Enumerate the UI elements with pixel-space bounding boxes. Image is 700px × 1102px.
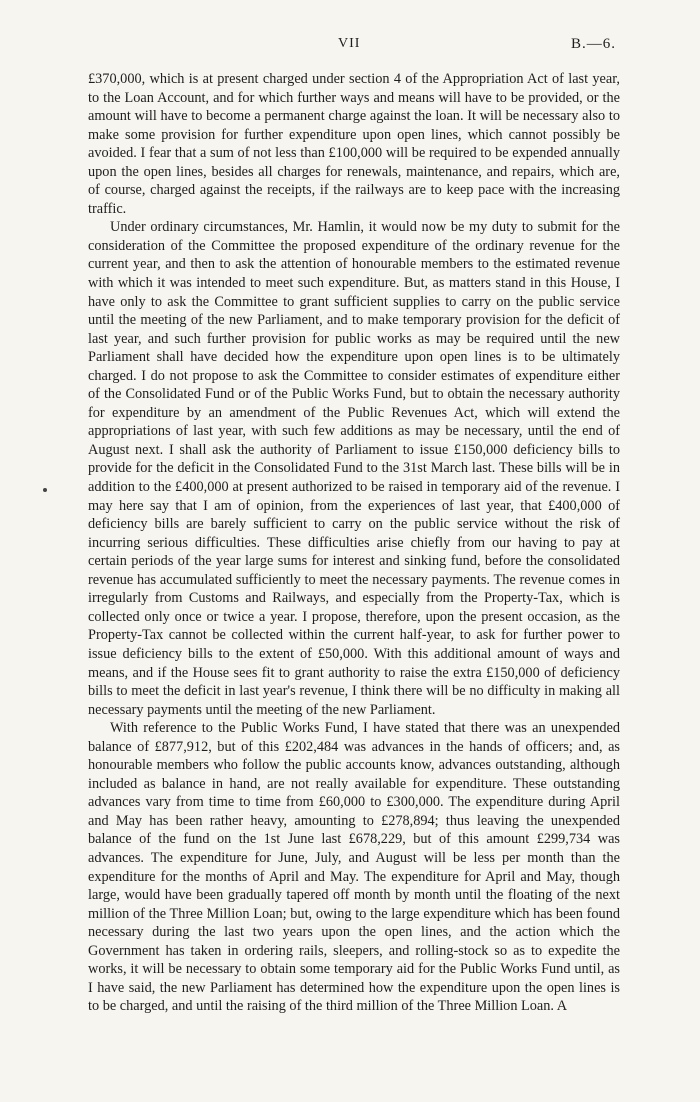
section-code: B.—6. — [570, 36, 616, 52]
paragraph-continuation: £370,000, which is at present charged under section 4 of the Appropriation Act of last year, to the Loan Account, and for which further ways and means will have to be provided, or the amount will have to become a permanent charge against the loan. It will be necessary also to make some provision for further expenditure upon open lines, which cannot possibly be avoided. I fear that a sum of not less than £100,000 will be required to be expended annually upon the open lines, besides all charges for renewals, maintenance, and repairs, which are, of course, charged against the receipts, if the railways are to keep pace with the increasing traffic. — [88, 71, 620, 217]
margin-mark — [43, 488, 47, 492]
page-header — [0, 36, 700, 56]
body-text — [88, 70, 620, 1016]
page-number: VII — [338, 36, 361, 51]
paragraph-supply: Under ordinary circumstances, Mr. Hamlin, it would now be my duty to submit for the consideration of the Committee the proposed expenditure of the ordinary revenue for the current year, and then to ask the attention of honourable members to the estimated revenue with which it was intended to meet such expenditure. But, as matters stand in this House, I have only to ask the Committee to grant sufficient supplies to carry on the public service until the meeting of the new Parliament, and to make temporary provision for the deficit of last year, and such further provision for public works as may be required until the new Parliament shall have decided how the expenditure upon open lines is to be ultimately charged. I do not propose to ask the Committee to consider estimates of expenditure either of the Consolidated Fund or of the Public Works Fund, but to obtain the necessary authority for expenditure by an amendment of the Public Revenues Act, which will extend the appropriations of last year, with such few additions as may be necessary, until the end of August next. I shall ask the authority of Parliament to issue £150,000 deficiency bills to provide for the deficit in the Consolidated Fund to the 31st March last. These bills will be in addition to the £400,000 at present authorized to be raised in temporary aid of the revenue. I may here say that I am of opinion, from the experiences of last year, that £400,000 of deficiency bills are barely sufficient to carry on the public service without the risk of incurring serious difficulties. These difficulties arise chiefly from our having to pay at certain periods of the year large sums for interest and sinking fund, before the consolidated revenue has accumulated sufficiently to meet the necessary payments. The revenue comes in irregularly from Customs and Railways, and especially from the Property-Tax, which is collected only once or twice a year. I propose, therefore, upon the present occasion, as the Property-Tax cannot be collected within the current half-year, to ask for further power to issue deficiency bills to the extent of £50,000. With this additional amount of ways and means, and if the House sees fit to grant authority to raise the extra £150,000 of deficiency bills to meet the deficit in last year's revenue, I think there will be no difficulty in making all necessary payments until the meeting of the new Parliament. — [88, 219, 620, 718]
paragraph-public-works-fund: With reference to the Public Works Fund, I have stated that there was an unexpended balance of £877,912, but of this £202,484 was advances in the hands of officers; and, as honourable members who follow the public accounts know, advances outstanding, although included as balance in hand, are not really available for expenditure. These outstanding advances vary from time to time from £60,000 to £300,000. The expenditure during April and May has been rather heavy, amounting to £278,894; thus leaving the unexpended balance of the fund on the 1st June last £678,229, but of this amount £299,734 was advances. The expenditure for June, July, and August will be less per month than the expenditure for the months of April and May. The expenditure for April and May, though large, would have been gradually tapered off month by month until the floating of the next million of the Three Million Loan; but, owing to the large expenditure which has been found necessary during the last two years upon the open lines, and the action which the Government has taken in ordering rails, sleepers, and rolling-stock so as to expedite the works, it will be necessary to obtain some temporary aid for the Public Works Fund until, as I have said, the new Parliament has determined how the expenditure upon the open lines is to be charged, and until the raising of the third million of the Three Million Loan. A — [88, 720, 620, 1015]
